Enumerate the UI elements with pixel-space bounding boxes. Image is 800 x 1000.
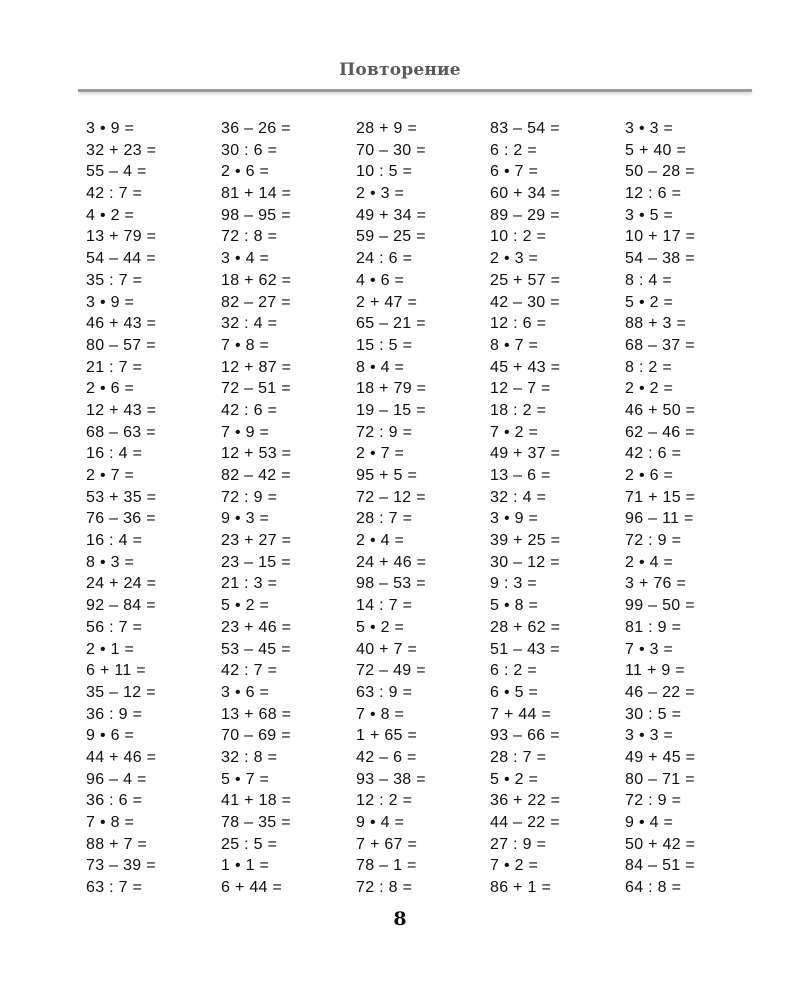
exercise-item: 2 • 4 = — [625, 553, 674, 571]
exercise-item: 7 • 2 = — [490, 857, 539, 875]
exercise-item: 25 : 5 = — [221, 835, 278, 853]
exercise-item: 21 : 7 = — [86, 358, 143, 376]
exercise-item: 32 : 4 = — [490, 488, 547, 506]
exercise-item: 99 – 50 = — [625, 597, 695, 615]
exercise-item: 4 • 2 = — [86, 206, 135, 224]
exercise-item: 55 – 4 = — [86, 163, 147, 181]
exercise-item: 72 – 12 = — [356, 488, 426, 506]
exercise-item: 7 • 8 = — [221, 336, 270, 354]
exercise-item: 93 – 66 = — [490, 727, 560, 745]
exercise-item: 42 – 30 = — [490, 293, 560, 311]
exercise-item: 72 : 8 = — [356, 879, 413, 897]
exercise-item: 14 : 7 = — [356, 597, 413, 615]
exercise-item: 62 – 46 = — [625, 423, 695, 441]
exercise-item: 72 : 9 = — [221, 488, 278, 506]
exercise-item: 12 : 6 = — [490, 315, 547, 333]
exercise-item: 28 + 62 = — [490, 618, 561, 636]
exercise-item: 36 : 9 = — [86, 705, 143, 723]
section-title: Повторение — [339, 60, 461, 80]
exercise-item: 9 • 4 = — [356, 814, 405, 831]
exercise-item: 56 : 7 = — [86, 618, 143, 636]
exercise-item: 7 • 3 = — [625, 640, 674, 658]
exercise-item: 42 : 6 = — [625, 445, 682, 463]
exercise-item: 3 • 3 = — [625, 120, 674, 137]
exercise-item: 28 : 7 = — [356, 510, 413, 528]
exercise-item: 6 + 11 = — [86, 662, 146, 680]
exercise-item: 53 + 35 = — [86, 488, 157, 506]
exercise-item: 64 : 8 = — [625, 879, 682, 897]
exercise-item: 8 • 3 = — [86, 553, 135, 571]
exercise-item: 19 – 15 = — [356, 401, 426, 419]
exercise-item: 63 : 7 = — [86, 879, 143, 897]
exercise-item: 12 + 43 = — [86, 401, 157, 419]
exercise-item: 7 • 8 = — [356, 705, 405, 723]
exercise-item: 68 – 37 = — [625, 336, 695, 354]
exercise-item: 1 • 1 = — [221, 857, 270, 875]
exercise-item: 82 – 42 = — [221, 467, 291, 484]
exercise-item: 5 • 2 = — [221, 597, 270, 615]
exercise-item: 7 • 8 = — [86, 814, 135, 831]
exercise-item: 3 • 4 = — [221, 250, 270, 268]
exercise-column-1 — [86, 118, 216, 899]
exercise-item: 96 – 11 = — [625, 510, 694, 528]
exercise-item: 13 + 68 = — [221, 705, 292, 723]
exercise-item: 78 – 35 = — [221, 814, 291, 831]
exercise-item: 6 : 2 = — [490, 141, 538, 159]
exercise-item: 6 : 2 = — [490, 662, 538, 680]
exercise-item: 24 + 46 = — [356, 553, 427, 571]
exercise-item: 88 + 7 = — [86, 835, 148, 853]
exercise-item: 70 – 30 = — [356, 141, 426, 159]
exercise-column-2 — [221, 118, 351, 899]
exercise-item: 5 • 7 = — [221, 770, 270, 788]
exercise-item: 8 • 7 = — [490, 336, 539, 354]
exercise-item: 46 – 22 = — [625, 683, 695, 701]
exercise-item: 42 : 7 = — [86, 185, 143, 203]
exercise-item: 83 – 54 = — [490, 120, 560, 137]
exercise-item: 1 + 65 = — [356, 727, 418, 745]
exercise-item: 5 + 40 = — [625, 141, 687, 159]
exercise-item: 36 : 6 = — [86, 792, 143, 810]
exercise-item: 88 + 3 = — [625, 315, 687, 333]
exercise-item: 42 : 6 = — [221, 401, 278, 419]
exercise-item: 32 : 8 = — [221, 748, 278, 766]
exercise-column-4 — [490, 118, 620, 899]
exercise-item: 3 + 76 = — [625, 575, 687, 593]
exercise-item: 65 – 21 = — [356, 315, 426, 333]
exercise-item: 32 : 4 = — [221, 315, 278, 333]
exercise-item: 10 : 5 = — [356, 163, 413, 181]
exercise-item: 9 • 3 = — [221, 510, 270, 528]
exercise-item: 5 • 8 = — [490, 597, 539, 615]
exercise-item: 3 • 9 = — [490, 510, 539, 528]
exercise-item: 98 – 95 = — [221, 206, 291, 224]
exercise-item: 35 : 7 = — [86, 271, 143, 289]
exercise-item: 39 + 25 = — [490, 532, 561, 550]
exercise-item: 42 – 6 = — [356, 748, 417, 766]
exercise-item: 10 : 2 = — [490, 228, 547, 246]
exercise-item: 49 + 34 = — [356, 206, 427, 224]
exercise-item: 6 • 5 = — [490, 683, 539, 701]
exercise-item: 81 + 14 = — [221, 185, 292, 203]
exercise-item: 72 – 49 = — [356, 662, 426, 680]
exercise-item: 53 – 45 = — [221, 640, 291, 658]
exercise-item: 71 + 15 = — [625, 488, 696, 506]
exercise-item: 2 + 47 = — [356, 293, 418, 311]
exercise-item: 9 : 3 = — [490, 575, 538, 593]
exercise-item: 28 : 7 = — [490, 748, 547, 766]
page-number: 8 — [393, 908, 407, 930]
exercise-item: 7 + 67 = — [356, 835, 418, 853]
exercise-item: 2 • 7 = — [86, 467, 135, 484]
exercise-item: 59 – 25 = — [356, 228, 426, 246]
exercise-item: 98 – 53 = — [356, 575, 426, 593]
exercise-item: 30 : 5 = — [625, 705, 682, 723]
header-rule — [78, 89, 752, 92]
exercise-item: 80 – 57 = — [86, 336, 156, 354]
exercise-item: 2 • 7 = — [356, 445, 405, 463]
exercise-item: 35 – 12 = — [86, 683, 156, 701]
exercise-item: 72 : 9 = — [356, 423, 413, 441]
exercise-columns — [0, 118, 800, 908]
page-header — [0, 60, 800, 80]
exercise-item: 50 – 28 = — [625, 163, 695, 181]
exercise-item: 12 + 87 = — [221, 358, 292, 376]
exercise-item: 44 + 46 = — [86, 748, 157, 766]
exercise-item: 89 – 29 = — [490, 206, 560, 224]
exercise-item: 7 • 9 = — [221, 423, 270, 441]
exercise-item: 60 + 34 = — [490, 185, 561, 203]
exercise-item: 5 • 2 = — [625, 293, 674, 311]
exercise-item: 46 + 43 = — [86, 315, 157, 333]
exercise-item: 36 – 26 = — [221, 120, 291, 137]
exercise-item: 13 – 6 = — [490, 467, 551, 484]
exercise-item: 36 + 22 = — [490, 792, 561, 810]
exercise-item: 25 + 57 = — [490, 271, 561, 289]
exercise-item: 3 • 6 = — [221, 683, 270, 701]
exercise-item: 5 • 2 = — [356, 618, 405, 636]
exercise-item: 7 + 44 = — [490, 705, 552, 723]
exercise-item: 9 • 6 = — [86, 727, 135, 745]
exercise-item: 27 : 9 = — [490, 835, 547, 853]
exercise-item: 50 + 42 = — [625, 835, 696, 853]
exercise-item: 40 + 7 = — [356, 640, 418, 658]
exercise-item: 32 + 23 = — [86, 141, 157, 159]
exercise-item: 81 : 9 = — [625, 618, 682, 636]
exercise-item: 73 – 39 = — [86, 857, 156, 875]
exercise-item: 10 + 17 = — [625, 228, 696, 246]
exercise-item: 12 : 6 = — [625, 185, 682, 203]
exercise-item: 80 – 71 = — [625, 770, 695, 788]
exercise-item: 30 : 6 = — [221, 141, 278, 159]
exercise-item: 93 – 38 = — [356, 770, 426, 788]
exercise-item: 49 + 45 = — [625, 748, 696, 766]
exercise-item: 5 • 2 = — [490, 770, 539, 788]
exercise-item: 2 • 2 = — [625, 380, 674, 398]
exercise-item: 51 – 43 = — [490, 640, 560, 658]
exercise-item: 16 : 4 = — [86, 532, 143, 550]
exercise-item: 44 – 22 = — [490, 814, 560, 831]
exercise-item: 49 + 37 = — [490, 445, 561, 463]
exercise-item: 86 + 1 = — [490, 879, 552, 897]
exercise-item: 24 + 24 = — [86, 575, 157, 593]
exercise-item: 8 • 4 = — [356, 358, 405, 376]
exercise-item: 12 + 53 = — [221, 445, 292, 463]
exercise-item: 41 + 18 = — [221, 792, 292, 810]
exercise-item: 24 : 6 = — [356, 250, 413, 268]
exercise-item: 72 – 51 = — [221, 380, 291, 398]
exercise-item: 16 : 4 = — [86, 445, 143, 463]
exercise-item: 11 + 9 = — [625, 662, 685, 680]
exercise-item: 15 : 5 = — [356, 336, 413, 354]
exercise-item: 2 • 6 = — [625, 467, 674, 484]
exercise-item: 95 + 5 = — [356, 467, 418, 484]
exercise-item: 54 – 44 = — [86, 250, 156, 268]
exercise-item: 45 + 43 = — [490, 358, 561, 376]
exercise-item: 2 • 6 = — [86, 380, 135, 398]
exercise-item: 54 – 38 = — [625, 250, 695, 268]
exercise-item: 96 – 4 = — [86, 770, 147, 788]
exercise-item: 63 : 9 = — [356, 683, 413, 701]
exercise-item: 30 – 12 = — [490, 553, 560, 571]
exercise-item: 9 • 4 = — [625, 814, 674, 831]
exercise-item: 4 • 6 = — [356, 271, 405, 289]
exercise-item: 7 • 2 = — [490, 423, 539, 441]
exercise-item: 23 + 46 = — [221, 618, 292, 636]
exercise-item: 13 + 79 = — [86, 228, 157, 246]
exercise-item: 68 – 63 = — [86, 423, 156, 441]
exercise-item: 3 • 3 = — [625, 727, 674, 745]
exercise-item: 42 : 7 = — [221, 662, 278, 680]
exercise-item: 84 – 51 = — [625, 857, 695, 875]
exercise-item: 3 • 5 = — [625, 206, 674, 224]
exercise-item: 2 • 4 = — [356, 532, 405, 550]
exercise-item: 18 + 79 = — [356, 380, 427, 398]
exercise-item: 46 + 50 = — [625, 401, 696, 419]
exercise-item: 18 + 62 = — [221, 271, 292, 289]
exercise-item: 28 + 9 = — [356, 120, 418, 137]
exercise-item: 92 – 84 = — [86, 597, 156, 615]
exercise-item: 6 • 7 = — [490, 163, 539, 181]
exercise-item: 72 : 8 = — [221, 228, 278, 246]
exercise-item: 8 : 4 = — [625, 271, 673, 289]
exercise-item: 12 – 7 = — [490, 380, 551, 398]
exercise-item: 70 – 69 = — [221, 727, 291, 745]
exercise-item: 82 – 27 = — [221, 293, 291, 311]
exercise-item: 6 + 44 = — [221, 879, 283, 897]
exercise-item: 72 : 9 = — [625, 532, 682, 550]
exercise-item: 72 : 9 = — [625, 792, 682, 810]
exercise-item: 2 • 1 = — [86, 640, 135, 658]
exercise-item: 2 • 3 = — [490, 250, 539, 268]
exercise-item: 2 • 3 = — [356, 185, 405, 203]
exercise-item: 2 • 6 = — [221, 163, 270, 181]
exercise-item: 21 : 3 = — [221, 575, 278, 593]
exercise-column-5 — [625, 118, 755, 899]
exercise-item: 23 – 15 = — [221, 553, 291, 571]
exercise-item: 23 + 27 = — [221, 532, 292, 550]
exercise-item: 78 – 1 = — [356, 857, 417, 875]
exercise-item: 3 • 9 = — [86, 293, 135, 311]
exercise-item: 8 : 2 = — [625, 358, 673, 376]
exercise-item: 76 – 36 = — [86, 510, 156, 528]
exercise-item: 18 : 2 = — [490, 401, 547, 419]
exercise-item: 12 : 2 = — [356, 792, 413, 810]
exercise-column-3 — [356, 118, 486, 899]
exercise-item: 3 • 9 = — [86, 120, 135, 137]
